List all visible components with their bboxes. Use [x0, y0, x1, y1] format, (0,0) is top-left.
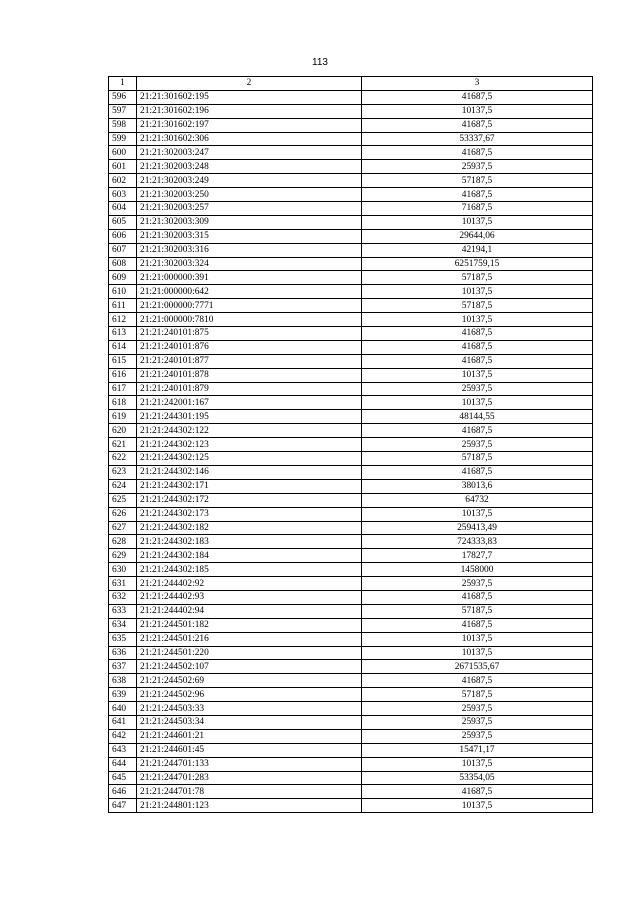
- value: 17827,7: [362, 549, 593, 563]
- table-row: [109, 618, 593, 632]
- cadastral-number: 21:21:000000:391: [137, 271, 362, 285]
- table-row: [109, 507, 593, 521]
- cadastral-number: 21:21:244503:34: [137, 715, 362, 729]
- cadastral-number: 21:21:240101:876: [137, 340, 362, 354]
- table-row: [109, 104, 593, 118]
- table-row: [109, 785, 593, 799]
- value: 259413,49: [362, 521, 593, 535]
- value: 57187,5: [362, 299, 593, 313]
- table-row: [109, 313, 593, 327]
- value: 10137,5: [362, 104, 593, 118]
- value: 10137,5: [362, 285, 593, 299]
- table-row: [109, 563, 593, 577]
- table-row: [109, 577, 593, 591]
- cadastral-number: 21:21:244701:78: [137, 785, 362, 799]
- value: 10137,5: [362, 646, 593, 660]
- cadastral-number: 21:21:301602:196: [137, 104, 362, 118]
- table-row: [109, 549, 593, 563]
- table-row: [109, 146, 593, 160]
- row-number: 644: [109, 757, 137, 771]
- cadastral-number: 21:21:302003:309: [137, 215, 362, 229]
- value: 25937,5: [362, 729, 593, 743]
- row-number: 616: [109, 368, 137, 382]
- value: 25937,5: [362, 438, 593, 452]
- value: 57187,5: [362, 452, 593, 466]
- cadastral-number: 21:21:244302:185: [137, 563, 362, 577]
- row-number: 634: [109, 618, 137, 632]
- row-number: 614: [109, 340, 137, 354]
- value: 2671535,67: [362, 660, 593, 674]
- row-number: 641: [109, 715, 137, 729]
- value: 6251759,15: [362, 257, 593, 271]
- row-number: 612: [109, 313, 137, 327]
- table-row: [109, 715, 593, 729]
- cadastral-number: 21:21:240101:879: [137, 382, 362, 396]
- table-row: [109, 493, 593, 507]
- cadastral-number: 21:21:244701:133: [137, 757, 362, 771]
- table-row: [109, 90, 593, 104]
- table-row: [109, 340, 593, 354]
- row-number: 643: [109, 743, 137, 757]
- cadastral-number: 21:21:302003:324: [137, 257, 362, 271]
- row-number: 613: [109, 327, 137, 341]
- cadastral-number: 21:21:000000:642: [137, 285, 362, 299]
- row-number: 621: [109, 438, 137, 452]
- table-row: [109, 410, 593, 424]
- value: 25937,5: [362, 382, 593, 396]
- value: 10137,5: [362, 632, 593, 646]
- table-row: [109, 202, 593, 216]
- row-number: 598: [109, 118, 137, 132]
- row-number: 610: [109, 285, 137, 299]
- table-row: [109, 674, 593, 688]
- table-row: [109, 604, 593, 618]
- cadastral-number: 21:21:000000:7810: [137, 313, 362, 327]
- cadastral-number: 21:21:244801:123: [137, 799, 362, 813]
- column-header-1: 1: [109, 77, 137, 91]
- column-header-2: 2: [137, 77, 362, 91]
- cadastral-number: 21:21:244502:96: [137, 688, 362, 702]
- cadastral-number: 21:21:244601:45: [137, 743, 362, 757]
- value: 10137,5: [362, 507, 593, 521]
- row-number: 620: [109, 424, 137, 438]
- row-number: 642: [109, 729, 137, 743]
- table-row: [109, 452, 593, 466]
- row-number: 624: [109, 479, 137, 493]
- cadastral-number: 21:21:244301:195: [137, 410, 362, 424]
- table-row: [109, 368, 593, 382]
- value: 41687,5: [362, 354, 593, 368]
- cadastral-number: 21:21:244402:93: [137, 590, 362, 604]
- data-table: [108, 76, 593, 813]
- cadastral-number: 21:21:244302:182: [137, 521, 362, 535]
- value: 41687,5: [362, 146, 593, 160]
- value: 57187,5: [362, 688, 593, 702]
- row-number: 640: [109, 702, 137, 716]
- cadastral-number: 21:21:302003:249: [137, 174, 362, 188]
- row-number: 602: [109, 174, 137, 188]
- cadastral-number: 21:21:302003:250: [137, 188, 362, 202]
- table-row: [109, 702, 593, 716]
- table-row: [109, 424, 593, 438]
- table-row: [109, 271, 593, 285]
- value: 41687,5: [362, 327, 593, 341]
- row-number: 609: [109, 271, 137, 285]
- value: 53337,67: [362, 132, 593, 146]
- cadastral-number: 21:21:244302:184: [137, 549, 362, 563]
- row-number: 639: [109, 688, 137, 702]
- cadastral-number: 21:21:244502:69: [137, 674, 362, 688]
- table-row: [109, 479, 593, 493]
- row-number: 623: [109, 465, 137, 479]
- row-number: 638: [109, 674, 137, 688]
- row-number: 618: [109, 396, 137, 410]
- row-number: 629: [109, 549, 137, 563]
- cadastral-number: 21:21:244302:146: [137, 465, 362, 479]
- value: 53354,05: [362, 771, 593, 785]
- cadastral-number: 21:21:302003:316: [137, 243, 362, 257]
- row-number: 636: [109, 646, 137, 660]
- table-row: [109, 215, 593, 229]
- table-row: [109, 646, 593, 660]
- row-number: 596: [109, 90, 137, 104]
- cadastral-number: 21:21:240101:875: [137, 327, 362, 341]
- value: 10137,5: [362, 757, 593, 771]
- row-number: 619: [109, 410, 137, 424]
- cadastral-number: 21:21:244501:216: [137, 632, 362, 646]
- cadastral-number: 21:21:242001:167: [137, 396, 362, 410]
- table-row: [109, 118, 593, 132]
- cadastral-number: 21:21:301602:306: [137, 132, 362, 146]
- value: 41687,5: [362, 424, 593, 438]
- row-number: 605: [109, 215, 137, 229]
- table-row: [109, 285, 593, 299]
- cadastral-number: 21:21:301602:195: [137, 90, 362, 104]
- table-row: [109, 632, 593, 646]
- value: 10137,5: [362, 799, 593, 813]
- value: 10137,5: [362, 313, 593, 327]
- row-number: 635: [109, 632, 137, 646]
- cadastral-number: 21:21:240101:877: [137, 354, 362, 368]
- value: 38013,6: [362, 479, 593, 493]
- table-row: [109, 438, 593, 452]
- value: 41687,5: [362, 465, 593, 479]
- cadastral-number: 21:21:244503:33: [137, 702, 362, 716]
- value: 15471,17: [362, 743, 593, 757]
- row-number: 622: [109, 452, 137, 466]
- value: 41687,5: [362, 118, 593, 132]
- table-row: [109, 160, 593, 174]
- cadastral-number: 21:21:244502:107: [137, 660, 362, 674]
- value: 57187,5: [362, 604, 593, 618]
- cadastral-number: 21:21:244302:183: [137, 535, 362, 549]
- row-number: 608: [109, 257, 137, 271]
- table-row: [109, 243, 593, 257]
- value: 41687,5: [362, 590, 593, 604]
- row-number: 607: [109, 243, 137, 257]
- cadastral-number: 21:21:244601:21: [137, 729, 362, 743]
- row-number: 597: [109, 104, 137, 118]
- table-row: [109, 257, 593, 271]
- cadastral-number: 21:21:244402:92: [137, 577, 362, 591]
- page-number: 113: [312, 57, 328, 68]
- value: 41687,5: [362, 90, 593, 104]
- value: 25937,5: [362, 577, 593, 591]
- value: 10137,5: [362, 215, 593, 229]
- value: 64732: [362, 493, 593, 507]
- value: 41687,5: [362, 618, 593, 632]
- row-number: 637: [109, 660, 137, 674]
- table-row: [109, 382, 593, 396]
- value: 724333,83: [362, 535, 593, 549]
- cadastral-number: 21:21:244701:283: [137, 771, 362, 785]
- row-number: 628: [109, 535, 137, 549]
- table-row: [109, 799, 593, 813]
- row-number: 631: [109, 577, 137, 591]
- table-row: [109, 521, 593, 535]
- row-number: 645: [109, 771, 137, 785]
- table-header-row: [109, 77, 593, 91]
- row-number: 599: [109, 132, 137, 146]
- cadastral-number: 21:21:244302:172: [137, 493, 362, 507]
- table-row: [109, 743, 593, 757]
- table-row: [109, 535, 593, 549]
- table-row: [109, 188, 593, 202]
- row-number: 632: [109, 590, 137, 604]
- value: 42194,1: [362, 243, 593, 257]
- cadastral-number: 21:21:240101:878: [137, 368, 362, 382]
- table-row: [109, 757, 593, 771]
- cadastral-number: 21:21:244501:220: [137, 646, 362, 660]
- value: 25937,5: [362, 715, 593, 729]
- table-row: [109, 327, 593, 341]
- cadastral-number: 21:21:302003:247: [137, 146, 362, 160]
- value: 10137,5: [362, 396, 593, 410]
- row-number: 604: [109, 202, 137, 216]
- cadastral-number: 21:21:244302:171: [137, 479, 362, 493]
- row-number: 603: [109, 188, 137, 202]
- cadastral-number: 21:21:244501:182: [137, 618, 362, 632]
- value: 29644,06: [362, 229, 593, 243]
- table-row: [109, 132, 593, 146]
- value: 57187,5: [362, 271, 593, 285]
- value: 25937,5: [362, 160, 593, 174]
- row-number: 627: [109, 521, 137, 535]
- cadastral-number: 21:21:302003:315: [137, 229, 362, 243]
- table-row: [109, 465, 593, 479]
- value: 10137,5: [362, 368, 593, 382]
- table-row: [109, 299, 593, 313]
- row-number: 647: [109, 799, 137, 813]
- cadastral-number: 21:21:000000:7771: [137, 299, 362, 313]
- row-number: 630: [109, 563, 137, 577]
- cadastral-number: 21:21:244302:173: [137, 507, 362, 521]
- row-number: 625: [109, 493, 137, 507]
- table-row: [109, 354, 593, 368]
- row-number: 633: [109, 604, 137, 618]
- table-row: [109, 771, 593, 785]
- value: 1458000: [362, 563, 593, 577]
- table-row: [109, 396, 593, 410]
- cadastral-number: 21:21:302003:248: [137, 160, 362, 174]
- table-row: [109, 174, 593, 188]
- row-number: 600: [109, 146, 137, 160]
- table-row: [109, 688, 593, 702]
- row-number: 611: [109, 299, 137, 313]
- table-row: [109, 229, 593, 243]
- value: 57187,5: [362, 174, 593, 188]
- cadastral-number: 21:21:244402:94: [137, 604, 362, 618]
- value: 48144,55: [362, 410, 593, 424]
- cadastral-number: 21:21:244302:123: [137, 438, 362, 452]
- row-number: 606: [109, 229, 137, 243]
- row-number: 626: [109, 507, 137, 521]
- cadastral-number: 21:21:244302:125: [137, 452, 362, 466]
- table-row: [109, 660, 593, 674]
- value: 41687,5: [362, 674, 593, 688]
- cadastral-number: 21:21:301602:197: [137, 118, 362, 132]
- row-number: 601: [109, 160, 137, 174]
- cadastral-number: 21:21:244302:122: [137, 424, 362, 438]
- value: 41687,5: [362, 340, 593, 354]
- row-number: 615: [109, 354, 137, 368]
- row-number: 646: [109, 785, 137, 799]
- table-row: [109, 729, 593, 743]
- cadastral-number: 21:21:302003:257: [137, 202, 362, 216]
- value: 25937,5: [362, 702, 593, 716]
- value: 41687,5: [362, 188, 593, 202]
- row-number: 617: [109, 382, 137, 396]
- value: 41687,5: [362, 785, 593, 799]
- table-row: [109, 590, 593, 604]
- column-header-3: 3: [362, 77, 593, 91]
- value: 71687,5: [362, 202, 593, 216]
